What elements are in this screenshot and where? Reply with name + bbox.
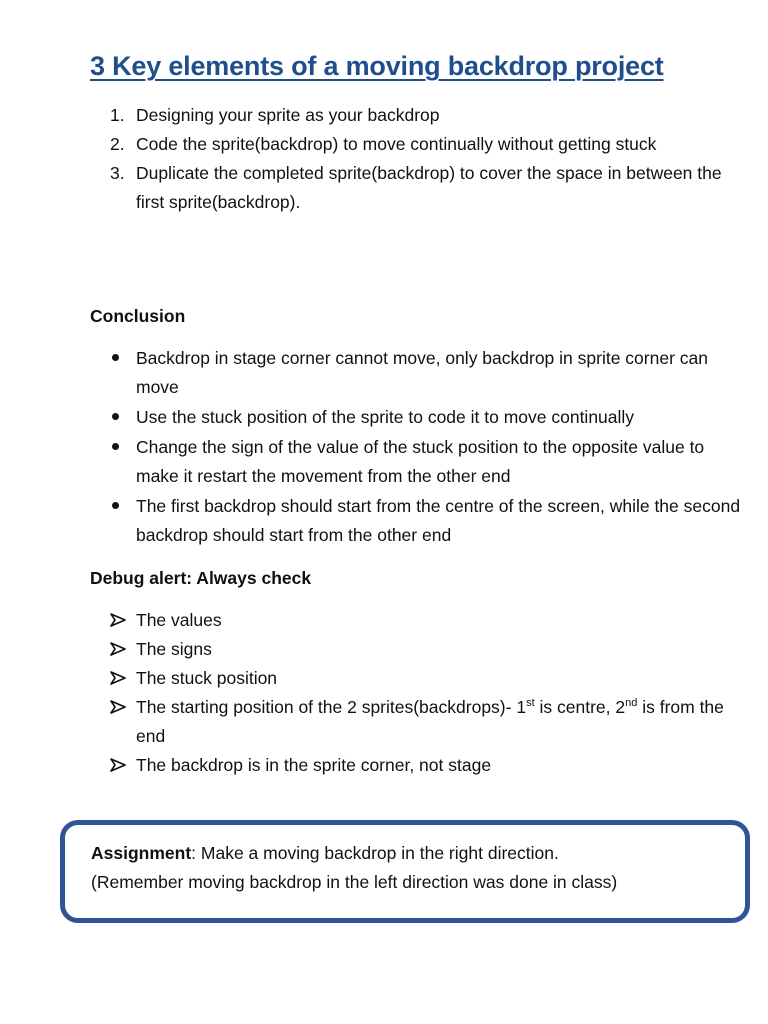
assignment-box	[60, 820, 750, 923]
ordinal-suffix: st	[526, 697, 535, 710]
arrowhead-bullet-icon	[110, 613, 126, 627]
list-item-text: The stuck position	[136, 668, 278, 688]
list-item-text: Backdrop in stage corner cannot move, only backdrop in sprite corner can move	[136, 348, 708, 397]
arrowhead-bullet-icon	[110, 700, 126, 714]
list-item: Code the sprite(backdrop) to move continually without getting stuck	[136, 134, 657, 154]
list-item	[136, 635, 746, 664]
list-item-text: The first backdrop should start from the centre of the screen, while the second backdrop should start from the other end	[136, 496, 741, 545]
bullet-icon	[112, 502, 119, 509]
list-item	[136, 492, 746, 550]
list-item-text	[136, 697, 724, 746]
bullet-icon	[112, 443, 119, 450]
arrowhead-bullet-icon	[110, 642, 126, 656]
arrowhead-bullet-icon	[110, 758, 126, 772]
text-segment: is centre, 2	[534, 697, 626, 717]
assignment-text: : Make a moving backdrop in the right direction.	[191, 843, 559, 863]
bullet-icon	[112, 413, 119, 420]
list-item	[136, 433, 746, 491]
text-segment: is from the end	[136, 697, 724, 746]
key-elements-list	[90, 101, 736, 217]
assignment-label: Assignment	[91, 843, 192, 863]
conclusion-heading: Conclusion	[90, 306, 186, 326]
list-item-text: The values	[136, 610, 222, 630]
list-item	[136, 664, 746, 693]
list-item-text: Use the stuck position of the sprite to code it to move continually	[136, 407, 635, 427]
conclusion-list	[90, 344, 746, 551]
list-item	[136, 344, 746, 402]
assignment-note: (Remember moving backdrop in the left direction was done in class)	[91, 872, 618, 892]
list-item: Designing your sprite as your backdrop	[136, 105, 440, 125]
debug-alert-heading: Debug alert: Always check	[90, 568, 312, 588]
list-item	[136, 693, 746, 751]
text-segment: The starting position of the 2 sprites(backdrops)- 1	[136, 697, 527, 717]
list-item-text: The backdrop is in the sprite corner, not stage	[136, 755, 492, 775]
list-item	[136, 751, 746, 780]
list-item: Duplicate the completed sprite(backdrop) to cover the space in between the first sprite(backdrop).	[136, 163, 722, 212]
assignment-line	[91, 839, 725, 868]
page-title: 3 Key elements of a moving backdrop project	[90, 51, 664, 81]
arrowhead-bullet-icon	[110, 671, 126, 685]
list-item	[136, 403, 746, 432]
bullet-icon	[112, 354, 119, 361]
list-item-text: The signs	[136, 639, 212, 659]
list-item-text: Change the sign of the value of the stuck position to the opposite value to make it restart the movement from the other end	[136, 437, 705, 486]
list-item	[136, 606, 746, 635]
debug-checklist	[90, 606, 746, 780]
ordinal-suffix: nd	[625, 697, 638, 710]
